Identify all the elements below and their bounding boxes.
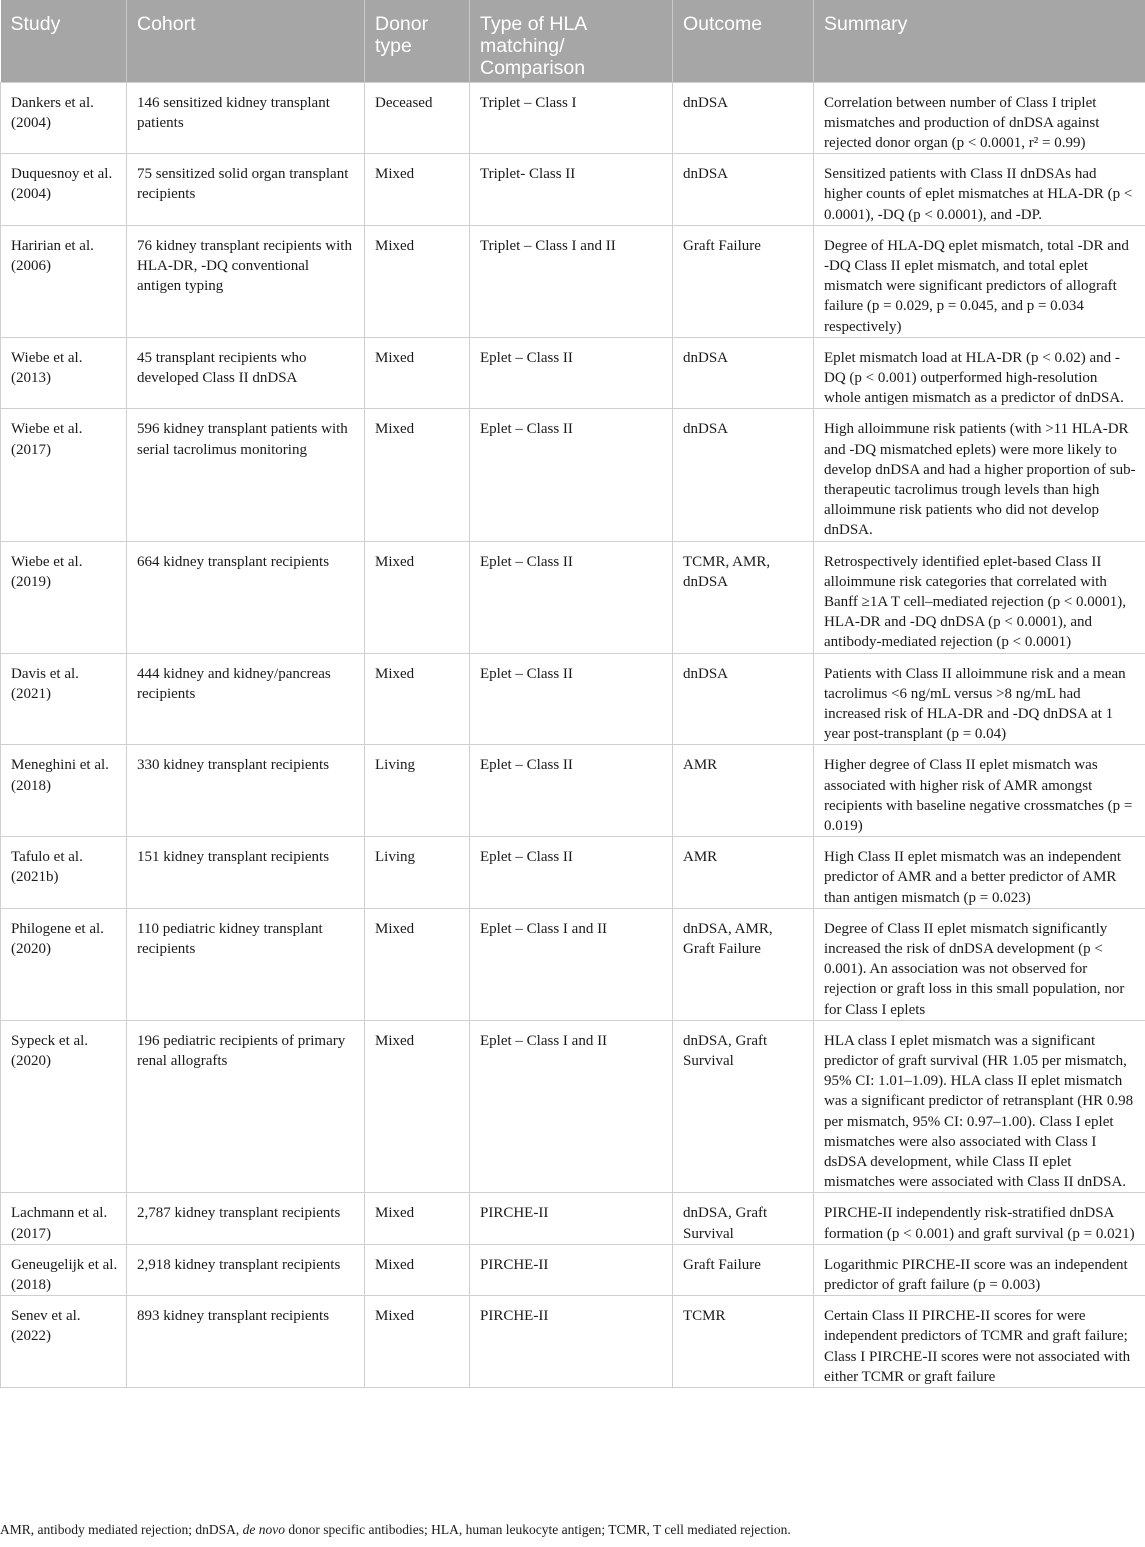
cell-study: Tafulo et al. (2021b) (1, 837, 127, 909)
cell-donor-type: Mixed (365, 653, 470, 745)
table-row (1, 541, 1145, 653)
cell-outcome: dnDSA, AMR, Graft Failure (673, 908, 814, 1020)
cell-donor-type: Mixed (365, 225, 470, 337)
cell-cohort: 146 sensitized kidney transplant patients (127, 82, 365, 154)
cell-cohort: 664 kidney transplant recipients (127, 541, 365, 653)
cell-summary: Certain Class II PIRCHE-II scores for were independent predictors of TCMR and graft failure; Class I PIRCHE-II scores were not associated with either TCMR or graft failure (814, 1296, 1145, 1388)
table-footnote (0, 1522, 791, 1538)
cell-hla-matching: Eplet – Class II (470, 837, 673, 909)
cell-outcome: AMR (673, 745, 814, 837)
cell-outcome: dnDSA, Graft Survival (673, 1193, 814, 1244)
table-row (1, 154, 1145, 226)
cell-hla-matching: PIRCHE-II (470, 1193, 673, 1244)
header-donor-type: Donor type (365, 0, 470, 82)
cell-outcome: TCMR, AMR, dnDSA (673, 541, 814, 653)
cell-summary: High Class II eplet mismatch was an independent predictor of AMR and a better predictor of AMR than antigen mismatch (p = 0.023) (814, 837, 1145, 909)
cell-donor-type: Living (365, 745, 470, 837)
cell-outcome: dnDSA (673, 337, 814, 409)
header-summary: Summary (814, 0, 1145, 82)
cell-donor-type: Mixed (365, 154, 470, 226)
cell-study: Wiebe et al. (2013) (1, 337, 127, 409)
cell-outcome: dnDSA (673, 409, 814, 541)
cell-summary: Correlation between number of Class I triplet mismatches and production of dnDSA against rejected donor organ (p < 0.0001, r² = 0.99) (814, 82, 1145, 154)
cell-donor-type: Mixed (365, 1296, 470, 1388)
cell-study: Davis et al. (2021) (1, 653, 127, 745)
cell-summary: HLA class I eplet mismatch was a significant predictor of graft survival (HR 1.05 per mismatch, 95% CI: 1.01–1.09). HLA class II eplet mismatch was a significant predictor of retransplant (HR 0.98 per mismatch, 95% CI: 0.97–1.00). Class I eplet mismatches were also associated with Class I dsDSA development, while Class II eplet mismatches were associated with Class II dnDSA. (814, 1020, 1145, 1193)
cell-summary: Patients with Class II alloimmune risk and a mean tacrolimus <6 ng/mL versus >8 ng/mL had increased risk of HLA-DR and -DQ dnDSA at 1 year post-transplant (p = 0.04) (814, 653, 1145, 745)
cell-cohort: 76 kidney transplant recipients with HLA-DR, -DQ conventional antigen typing (127, 225, 365, 337)
cell-hla-matching: Triplet- Class II (470, 154, 673, 226)
cell-donor-type: Mixed (365, 1244, 470, 1295)
table-row (1, 1244, 1145, 1295)
cell-hla-matching: Eplet – Class II (470, 541, 673, 653)
cell-outcome: AMR (673, 837, 814, 909)
cell-cohort: 75 sensitized solid organ transplant recipients (127, 154, 365, 226)
cell-outcome: TCMR (673, 1296, 814, 1388)
cell-hla-matching: Triplet – Class I (470, 82, 673, 154)
cell-outcome: dnDSA (673, 653, 814, 745)
table-row (1, 225, 1145, 337)
cell-study: Lachmann et al. (2017) (1, 1193, 127, 1244)
table-row (1, 837, 1145, 909)
table-row (1, 1020, 1145, 1193)
cell-hla-matching: Eplet – Class I and II (470, 908, 673, 1020)
cell-donor-type: Mixed (365, 541, 470, 653)
cell-study: Haririan et al. (2006) (1, 225, 127, 337)
cell-cohort: 330 kidney transplant recipients (127, 745, 365, 837)
cell-donor-type: Mixed (365, 1020, 470, 1193)
cell-hla-matching: Eplet – Class II (470, 409, 673, 541)
table-row (1, 653, 1145, 745)
cell-outcome: dnDSA (673, 82, 814, 154)
cell-cohort: 444 kidney and kidney/pancreas recipients (127, 653, 365, 745)
cell-cohort: 151 kidney transplant recipients (127, 837, 365, 909)
cell-hla-matching: PIRCHE-II (470, 1296, 673, 1388)
cell-study: Wiebe et al. (2017) (1, 409, 127, 541)
table-row (1, 409, 1145, 541)
header-cohort: Cohort (127, 0, 365, 82)
cell-study: Geneugelijk et al. (2018) (1, 1244, 127, 1295)
header-hla-matching: Type of HLA matching/ Comparison (470, 0, 673, 82)
cell-cohort: 2,787 kidney transplant recipients (127, 1193, 365, 1244)
cell-study: Dankers et al. (2004) (1, 82, 127, 154)
table-row (1, 745, 1145, 837)
cell-donor-type: Mixed (365, 337, 470, 409)
cell-cohort: 110 pediatric kidney transplant recipients (127, 908, 365, 1020)
cell-study: Wiebe et al. (2019) (1, 541, 127, 653)
cell-outcome: dnDSA, Graft Survival (673, 1020, 814, 1193)
cell-cohort: 2,918 kidney transplant recipients (127, 1244, 365, 1295)
cell-summary: Degree of HLA-DQ eplet mismatch, total -DR and -DQ Class II eplet mismatch, and total eplet mismatch were significant predictors of allograft failure (p = 0.029, p = 0.045, and p = 0.034 respectively) (814, 225, 1145, 337)
cell-donor-type: Mixed (365, 908, 470, 1020)
cell-summary: Retrospectively identified eplet-based Class II alloimmune risk categories that correlated with Banff ≥1A T cell–mediated rejection (p < 0.0001), HLA-DR and -DQ dnDSA (p < 0.0001), and antibody-mediated rejection (p < 0.0001) (814, 541, 1145, 653)
cell-donor-type: Mixed (365, 409, 470, 541)
header-outcome: Outcome (673, 0, 814, 82)
header-row (1, 0, 1145, 82)
cell-outcome: dnDSA (673, 154, 814, 226)
cell-study: Meneghini et al. (2018) (1, 745, 127, 837)
cell-summary: Higher degree of Class II eplet mismatch was associated with higher risk of AMR amongst recipients with baseline negative crossmatches (p = 0.019) (814, 745, 1145, 837)
table-row (1, 1296, 1145, 1388)
cell-hla-matching: Eplet – Class II (470, 653, 673, 745)
cell-outcome: Graft Failure (673, 225, 814, 337)
cell-hla-matching: Eplet – Class I and II (470, 1020, 673, 1193)
cell-study: Philogene et al. (2020) (1, 908, 127, 1020)
cell-cohort: 893 kidney transplant recipients (127, 1296, 365, 1388)
cell-study: Sypeck et al. (2020) (1, 1020, 127, 1193)
cell-summary: High alloimmune risk patients (with >11 HLA-DR and -DQ mismatched eplets) were more likely to develop dnDSA and had a higher proportion of sub-therapeutic tacrolimus trough levels than high alloimmune risk patients who did not develop dnDSA. (814, 409, 1145, 541)
footnote-text: AMR, antibody mediated rejection; dnDSA, de novo donor specific antibodies; HLA, human leukocyte antigen; TCMR, T cell mediated rejection. (0, 1522, 791, 1537)
cell-outcome: Graft Failure (673, 1244, 814, 1295)
cell-hla-matching: Triplet – Class I and II (470, 225, 673, 337)
cell-cohort: 196 pediatric recipients of primary renal allografts (127, 1020, 365, 1193)
cell-study: Duquesnoy et al. (2004) (1, 154, 127, 226)
cell-cohort: 45 transplant recipients who developed Class II dnDSA (127, 337, 365, 409)
cell-donor-type: Living (365, 837, 470, 909)
table-row (1, 1193, 1145, 1244)
table-row (1, 908, 1145, 1020)
table-row (1, 82, 1145, 154)
cell-summary: PIRCHE-II independently risk-stratified dnDSA formation (p < 0.001) and graft survival (p = 0.021) (814, 1193, 1145, 1244)
cell-donor-type: Deceased (365, 82, 470, 154)
cell-hla-matching: Eplet – Class II (470, 745, 673, 837)
header-study: Study (1, 0, 127, 82)
table-row (1, 337, 1145, 409)
cell-donor-type: Mixed (365, 1193, 470, 1244)
cell-summary: Degree of Class II eplet mismatch significantly increased the risk of dnDSA development (p < 0.001). An association was not observed for rejection or graft loss in this small population, nor for Class I eplets (814, 908, 1145, 1020)
cell-summary: Sensitized patients with Class II dnDSAs had higher counts of eplet mismatches at HLA-DR (p < 0.0001), -DQ (p < 0.0001), and -DP. (814, 154, 1145, 226)
cell-hla-matching: Eplet – Class II (470, 337, 673, 409)
cell-hla-matching: PIRCHE-II (470, 1244, 673, 1295)
cell-summary: Logarithmic PIRCHE-II score was an independent predictor of graft failure (p = 0.003) (814, 1244, 1145, 1295)
cell-study: Senev et al. (2022) (1, 1296, 127, 1388)
cell-summary: Eplet mismatch load at HLA-DR (p < 0.02) and -DQ (p < 0.001) outperformed high-resolution whole antigen mismatch as a predictor of dnDSA. (814, 337, 1145, 409)
cell-cohort: 596 kidney transplant patients with serial tacrolimus monitoring (127, 409, 365, 541)
